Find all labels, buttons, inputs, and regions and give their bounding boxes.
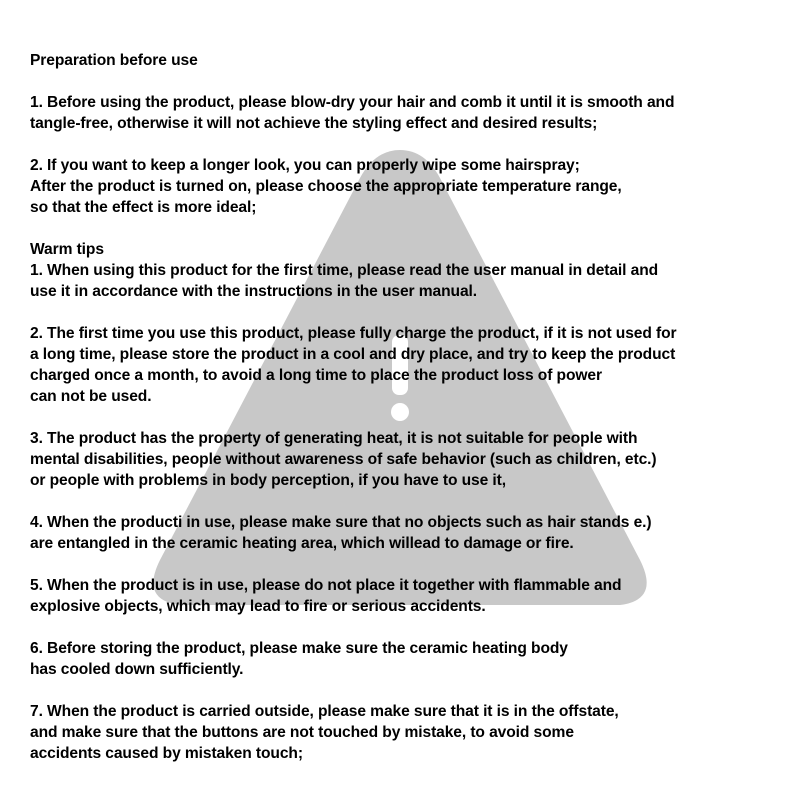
text-line: use it in accordance with the instructions in the user manual. (30, 283, 477, 300)
text-line: a long time, please store the product in a cool and dry place, and try to keep the product (30, 346, 676, 363)
text-line: charged once a month, to avoid a long time to place the product loss of power (30, 367, 602, 384)
text-line: 3. The product has the property of generating heat, it is not suitable for people with (30, 430, 638, 447)
section-heading-warm-tips: Warm tips (30, 241, 104, 258)
text-line: 2. The first time you use this product, please fully charge the product, if it is not used for (30, 325, 677, 342)
text-line: or people with problems in body perception, if you have to use it, (30, 472, 506, 489)
text-line: 5. When the product is in use, please do not place it together with flammable and (30, 577, 622, 594)
warm-tip-2 (30, 323, 780, 407)
text-line: 6. Before storing the product, please make sure the ceramic heating body (30, 640, 568, 657)
text-line: 4. When the producti in use, please make sure that no objects such as hair stands e.) (30, 514, 652, 531)
text-line: mental disabilities, people without awareness of safe behavior (such as children, etc.) (30, 451, 657, 468)
text-line: tangle-free, otherwise it will not achieve the styling effect and desired results; (30, 115, 598, 132)
warm-tip-3 (30, 428, 780, 491)
warm-tip-1 (30, 260, 780, 302)
text-line: explosive objects, which may lead to fire or serious accidents. (30, 598, 486, 615)
text-line: can not be used. (30, 388, 152, 405)
warm-tip-5 (30, 575, 780, 617)
instruction-document (30, 50, 780, 764)
text-line: 2. If you want to keep a longer look, you can properly wipe some hairspray; (30, 157, 580, 174)
warm-tip-6 (30, 638, 780, 680)
warm-tip-7 (30, 701, 780, 764)
preparation-item-1 (30, 92, 780, 134)
text-line: 1. Before using the product, please blow-dry your hair and comb it until it is smooth and (30, 94, 675, 111)
warm-tip-4 (30, 512, 780, 554)
text-line: 7. When the product is carried outside, please make sure that it is in the offstate, (30, 703, 619, 720)
text-line: so that the effect is more ideal; (30, 199, 257, 216)
text-line: After the product is turned on, please choose the appropriate temperature range, (30, 178, 622, 195)
text-line: has cooled down sufficiently. (30, 661, 244, 678)
preparation-item-2 (30, 155, 780, 218)
text-line: 1. When using this product for the first time, please read the user manual in detail and (30, 262, 659, 279)
text-line: and make sure that the buttons are not touched by mistake, to avoid some (30, 724, 574, 741)
text-line: are entangled in the ceramic heating area, which willead to damage or fire. (30, 535, 574, 552)
text-line: accidents caused by mistaken touch; (30, 745, 303, 762)
section-heading-preparation: Preparation before use (30, 52, 198, 69)
